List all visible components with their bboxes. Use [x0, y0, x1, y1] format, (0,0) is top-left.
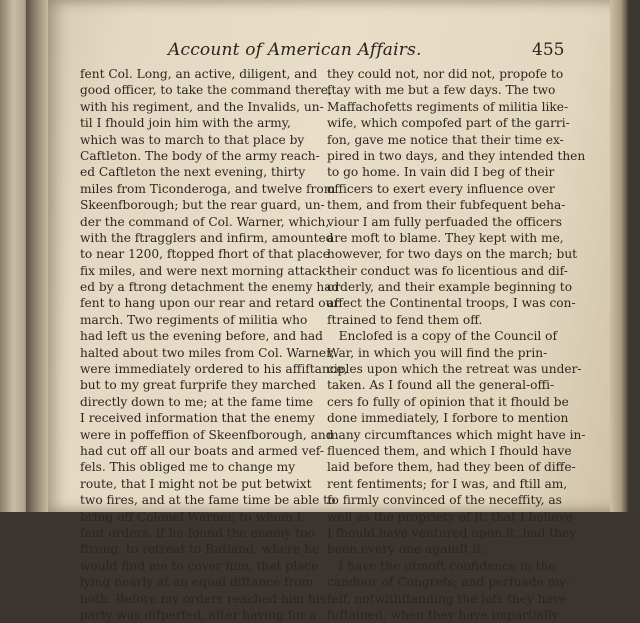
- text-line: their conduct was fo licentious and dif-: [327, 263, 568, 278]
- text-line: Enclofed is a copy of the Council of: [327, 329, 557, 344]
- text-line: were immediately ordered to his affiftance,: [80, 362, 348, 377]
- text-line: officers to exert every influence over: [327, 181, 555, 196]
- text-line: halted about two miles from Col. Warner,: [80, 345, 335, 360]
- text-line: cers fo fully of opinion that it fhould be: [327, 394, 569, 409]
- left-text-column: [80, 66, 348, 623]
- text-line: taken. As I found all the general-offi-: [327, 378, 555, 393]
- text-line: fent orders, if he found the enemy too: [80, 525, 315, 540]
- text-line: fo firmly convinced of the neceffity, as: [327, 493, 562, 508]
- text-line: fix miles, and were next morning attack-: [80, 263, 330, 278]
- text-line: Skeenfborough; but the rear guard, un-: [80, 198, 325, 213]
- text-line: good officer, to take the command there,: [80, 83, 332, 98]
- text-line: many circumftances which might have in-: [327, 427, 586, 442]
- text-line: ed by a ftrong detachment the enemy had: [80, 280, 340, 295]
- text-line: two fires, and at the fame time be able to: [80, 493, 336, 508]
- text-line: fent Col. Long, an active, diligent, and: [80, 67, 318, 81]
- text-line: were in poffeffion of Skeenfborough, and: [80, 427, 334, 442]
- text-line: fuftained, when they have impartially: [327, 607, 559, 622]
- text-line: them, and from their fubfequent beha-: [327, 198, 566, 213]
- running-head: Account of American Affairs.: [168, 40, 422, 60]
- text-line: ciples upon which the retreat was under-: [327, 362, 582, 377]
- text-line: ftay with me but a few days. The two: [327, 83, 556, 98]
- text-line: laid before them, had they been of diffe-: [327, 460, 576, 475]
- text-line: ftrained to fend them off.: [327, 312, 483, 327]
- text-line: candour of Congrefs; and perfuade my-: [327, 575, 571, 590]
- text-line: Caftleton. The body of the army reach-: [80, 148, 320, 163]
- text-line: well as the propriety of it, that I believe: [327, 509, 573, 524]
- text-line: pired in two days, and they intended then: [327, 148, 586, 163]
- text-line: had left us the evening before, and had: [80, 329, 323, 344]
- text-line: which was to march to that place by: [80, 132, 305, 147]
- text-line: I received information that the enemy: [80, 411, 315, 426]
- text-line: til I fhould join him with the army,: [80, 116, 291, 131]
- text-line: route, that I might not be put betwixt: [80, 476, 312, 491]
- text-line: I fhould have ventured upon it, had they: [327, 525, 577, 540]
- text-line: done immediately, I forbore to mention: [327, 411, 569, 426]
- page-number: 455: [532, 40, 565, 60]
- text-line: had cut off all our boats and armed vef-: [80, 443, 324, 458]
- text-line: affect the Continental troops, I was con-: [327, 296, 576, 311]
- page-right-edge: [610, 0, 628, 512]
- text-line: to go home. In vain did I beg of their: [327, 165, 555, 180]
- text-line: rent fentiments; for I was, and ftill am,: [327, 476, 568, 491]
- text-line: lying nearly at an equal diftance from: [80, 575, 314, 590]
- text-line: miles from Ticonderoga, and twelve from: [80, 181, 336, 196]
- text-line: fent to hang upon our rear and retard our: [80, 296, 340, 311]
- text-line: I have the utmoft confidence in the: [327, 558, 556, 573]
- text-line: felf, notwithftanding the lofs they have: [327, 591, 567, 606]
- text-line: been every one againft it.: [327, 542, 486, 557]
- text-line: Maffachofetts regiments of militia like-: [327, 99, 569, 114]
- text-line: march. Two regiments of militia who: [80, 312, 308, 327]
- text-line: ftrong, to retreat to Rutland, where he: [80, 542, 320, 557]
- text-line: but to my great furprife they marched: [80, 378, 317, 393]
- text-line: bring off Colonel Warner, to whom I: [80, 509, 302, 524]
- text-line: party was difperfed, after having for a: [80, 607, 317, 622]
- right-text-column: [327, 66, 586, 623]
- text-line: War, in which you will find the prin-: [327, 345, 548, 360]
- text-line: with his regiment, and the Invalids, un-: [80, 99, 324, 114]
- text-line: fels. This obliged me to change my: [80, 460, 296, 475]
- text-line: ed Caftleton the next evening, thirty: [80, 165, 306, 180]
- text-line: wife, which compofed part of the garri-: [327, 116, 570, 131]
- text-line: directly down to me; at the fame time: [80, 394, 314, 409]
- text-line: viour I am fully perfuaded the officers: [327, 214, 562, 229]
- text-line: both. Before my orders reached him his: [80, 591, 327, 606]
- text-line: they could not, nor did not, propofe to: [327, 67, 564, 81]
- text-line: however, for two days on the march; but: [327, 247, 578, 262]
- text-line: are moft to blame. They kept with me,: [327, 230, 564, 245]
- text-line: would find me to cover him, that place: [80, 558, 319, 573]
- text-line: fon, gave me notice that their time ex-: [327, 132, 564, 147]
- text-line: to near 1200, ftopped fhort of that place: [80, 247, 330, 262]
- text-line: with the ftragglers and infirm, amounted: [80, 230, 334, 245]
- text-line: der the command of Col. Warner, which,: [80, 214, 330, 229]
- text-line: fluenced them, and which I fhould have: [327, 443, 572, 458]
- text-line: orderly, and their example beginning to: [327, 280, 573, 295]
